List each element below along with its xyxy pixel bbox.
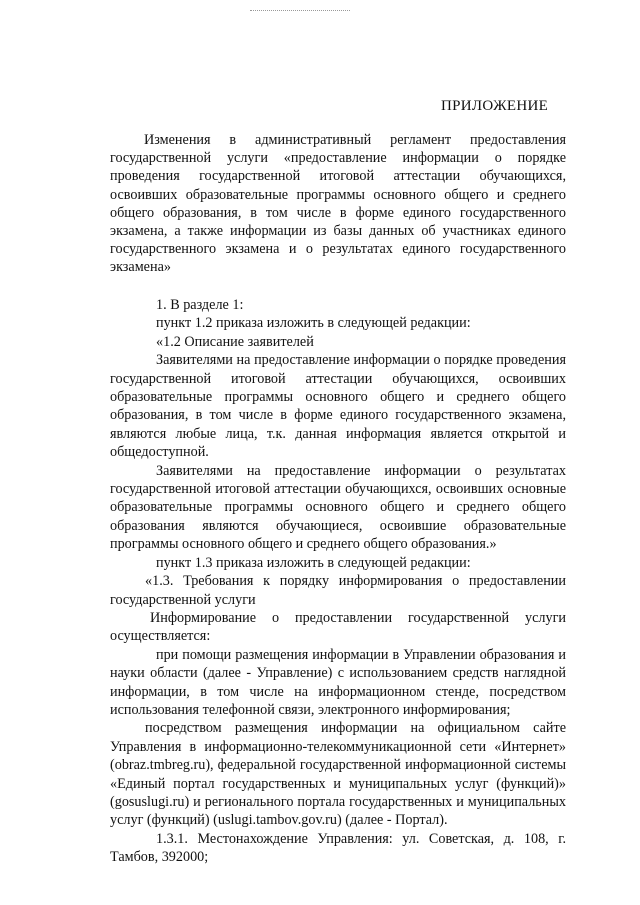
document-body [110,296,566,867]
paragraph: Информирование о предоставлении государственной услуги осуществляется: [110,609,566,645]
scan-artifact [250,10,350,13]
paragraph: посредством размещения информации на официальном сайте Управления в информационно-телекоммуникационной сети «Интернет» (obraz.tmbreg.ru), федеральной государственной информационной системы «Единый портал государственных и муниципальных услуг (функций)» (gosuslugi.ru) и регионального портала государственных и муниципальных услуг (функций) (uslugi.tambov.gov.ru) (далее - Портал). [110,720,566,829]
appendix-title: ПРИЛОЖЕНИЕ [441,98,549,114]
paragraph: пункт 1.2 приказа изложить в следующей редакции: [156,315,471,332]
paragraph: Заявителями на предоставление информации о результатах государственной итоговой аттестации обучающихся, освоивших основные образовательные программы основного общего и среднего общего образования являются обучающиеся, освоившие образовательные программы основного общего и среднего общего образования.» [110,462,566,553]
section-heading: 1. В разделе 1: [156,297,244,313]
subsection-heading: «1.2 Описание заявителей [156,333,314,350]
intro-paragraph: Изменения в административный регламент предоставления государственной услуги «предоставление информации о порядке проведения государственной итоговой аттестации обучающихся, освоивших образовательные программы основного общего и среднего общего образования, в том числе в форме единого государственного экзамена, а также информации из базы данных об участниках единого государственного экзамена и о результатах единого государственного экзамена» [110,132,566,276]
subsection-heading: «1.3. Требования к порядку информирования о предоставлении государственной услуги [110,573,566,608]
paragraph: пункт 1.3 приказа изложить в следующей редакции: [156,554,471,571]
paragraph: 1.3.1. Местонахождение Управления: ул. Советская, д. 108, г. Тамбов, 392000; [110,830,566,866]
paragraph: при помощи размещения информации в Управлении образования и науки области (далее - Управление) с использованием средств наглядной информации, в том числе на информационном стенде, посредством использования телефонной связи, электронного информирования; [110,646,566,718]
paragraph: Заявителями на предоставление информации о порядке проведения государственной итоговой аттестации обучающихся, освоивших образовательные программы основного общего и среднего общего образования, в том числе в форме единого государственного экзамена, являются любые лица, т.к. данная информация является открытой и общедоступной. [110,352,566,461]
